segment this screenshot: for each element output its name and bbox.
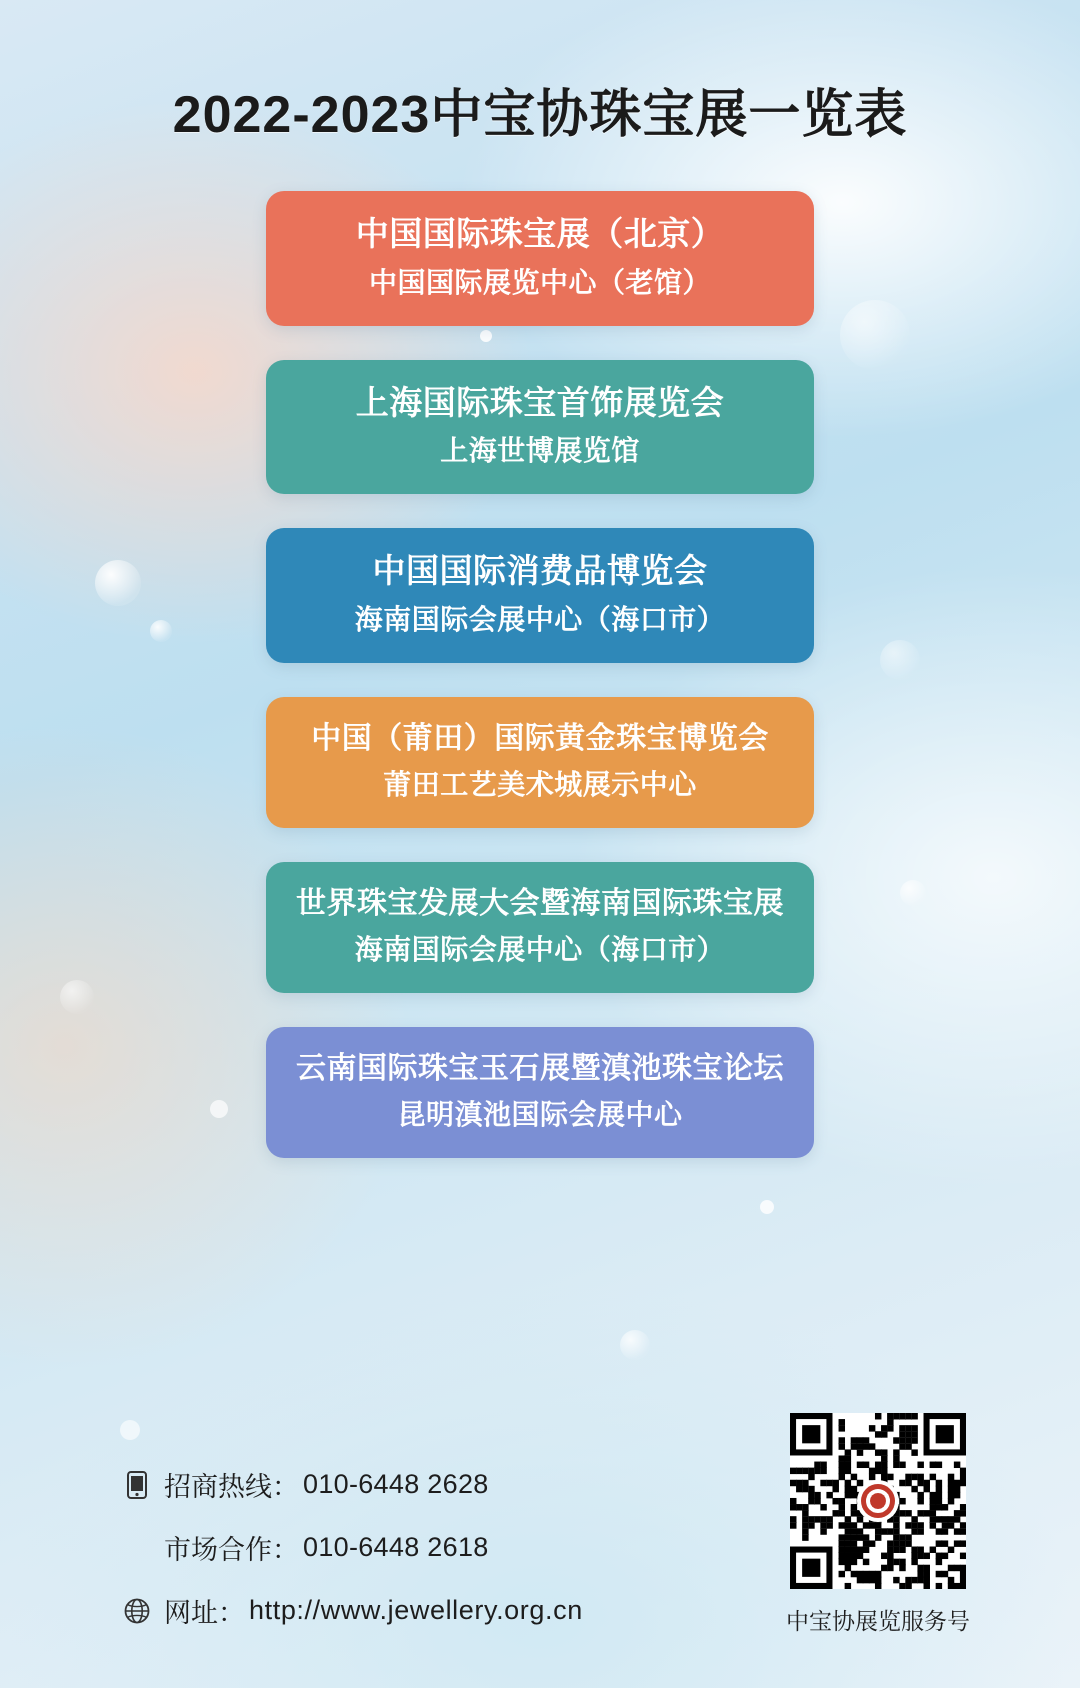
page-title: 2022-2023中宝协珠宝展一览表 <box>172 86 908 144</box>
qr-caption: 中宝协展览服务号 <box>786 1608 970 1634</box>
exhibition-card[interactable] <box>266 697 814 828</box>
bokeh-circle <box>150 620 172 642</box>
exhibition-name: 中国（莆田）国际黄金珠宝博览会 <box>311 721 769 755</box>
bokeh-circle <box>60 980 94 1014</box>
exhibition-card[interactable] <box>266 360 814 495</box>
contact-row-cooperation <box>120 1528 583 1567</box>
exhibition-venue: 上海世博展览馆 <box>440 435 640 467</box>
contact-block <box>120 1465 583 1636</box>
exhibition-card[interactable] <box>266 528 814 663</box>
exhibition-card[interactable] <box>266 1027 814 1158</box>
bokeh-circle <box>900 880 926 906</box>
exhibition-venue: 莆田工艺美术城展示中心 <box>383 768 697 800</box>
contact-value: 010-6448 2628 <box>303 1469 489 1499</box>
contact-row-website[interactable] <box>120 1591 583 1630</box>
exhibition-card[interactable] <box>266 191 814 326</box>
bokeh-circle <box>880 640 920 680</box>
exhibition-name: 中国国际珠宝展（北京） <box>355 215 725 252</box>
contact-value: 010-6448 2618 <box>303 1532 489 1562</box>
exhibition-name: 中国国际消费品博览会 <box>372 552 708 590</box>
exhibition-venue: 海南国际会展中心（海口市） <box>354 604 726 635</box>
exhibition-name: 上海国际珠宝首饰展览会 <box>355 383 725 421</box>
bokeh-circle <box>95 560 141 606</box>
exhibition-name: 世界珠宝发展大会暨海南国际珠宝展 <box>296 886 784 920</box>
qr-block <box>786 1413 970 1636</box>
website-url[interactable]: http://www.jewellery.org.cn <box>249 1595 583 1625</box>
bokeh-circle <box>620 1330 650 1360</box>
exhibition-venue: 海南国际会展中心（海口市） <box>354 933 726 965</box>
exhibition-list <box>266 191 814 1158</box>
contact-row-hotline <box>120 1465 583 1504</box>
mobile-phone-icon <box>120 1471 154 1499</box>
qr-code[interactable] <box>790 1413 966 1589</box>
bokeh-circle <box>840 300 910 370</box>
contact-label: 网址： <box>164 1598 245 1628</box>
globe-icon <box>120 1598 154 1624</box>
bokeh-circle <box>210 1100 228 1118</box>
exhibition-venue: 昆明滇池国际会展中心 <box>397 1098 683 1130</box>
contact-label: 招商热线： <box>164 1472 299 1502</box>
footer <box>0 1413 1080 1636</box>
exhibition-name: 云南国际珠宝玉石展暨滇池珠宝论坛 <box>296 1051 784 1085</box>
contact-label: 市场合作： <box>164 1535 299 1565</box>
bokeh-circle <box>760 1200 774 1214</box>
exhibition-venue: 中国国际展览中心（老馆） <box>368 266 711 298</box>
exhibition-card[interactable] <box>266 862 814 993</box>
